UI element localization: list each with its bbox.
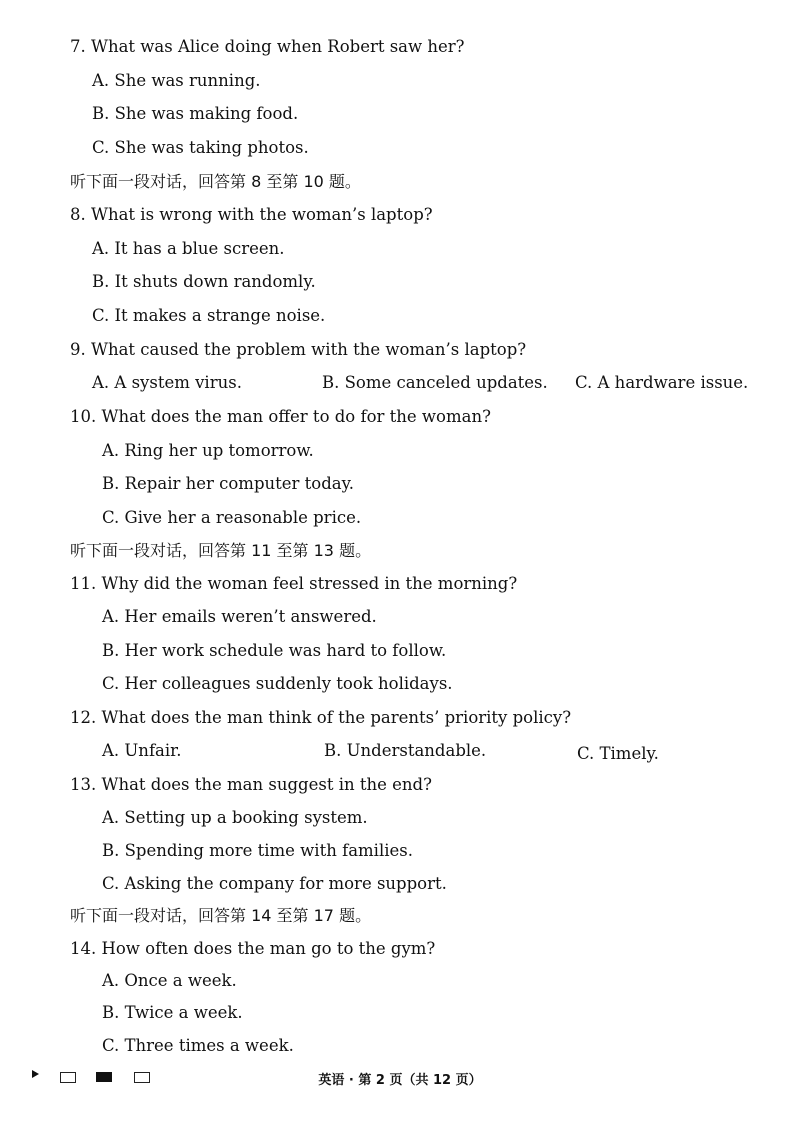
q10-stem: 10. What does the man offer to do for the woman? bbox=[70, 407, 491, 426]
q7-option-b: B. She was making food. bbox=[92, 104, 299, 123]
q8-option-c: C. It makes a strange noise. bbox=[92, 306, 326, 325]
q12-stem: 12. What does the man think of the parents’ priority policy? bbox=[70, 708, 572, 727]
section-heading-8-10: 听下面一段对话，回答第 8 至第 10 题。 bbox=[70, 172, 361, 191]
q14-option-c: C. Three times a week. bbox=[102, 1036, 294, 1055]
page-footer bbox=[0, 1066, 800, 1090]
q7-option-a: A. She was running. bbox=[92, 71, 261, 90]
q13-option-b: B. Spending more time with families. bbox=[102, 841, 413, 860]
q8-stem: 8. What is wrong with the woman’s laptop? bbox=[70, 205, 433, 224]
q9-option-a: A. A system virus. bbox=[92, 373, 242, 392]
q12-option-c: C. Timely. bbox=[577, 744, 659, 763]
q13-option-a: A. Setting up a booking system. bbox=[102, 808, 368, 827]
q10-option-b: B. Repair her computer today. bbox=[102, 474, 355, 493]
section-heading-11-13: 听下面一段对话，回答第 11 至第 13 题。 bbox=[70, 541, 372, 560]
q14-stem: 14. How often does the man go to the gym? bbox=[70, 939, 436, 958]
q14-option-b: B. Twice a week. bbox=[102, 1003, 243, 1022]
q10-option-c: C. Give her a reasonable price. bbox=[102, 508, 362, 527]
q13-stem: 13. What does the man suggest in the end? bbox=[70, 775, 432, 794]
q9-stem: 9. What caused the problem with the woman’s laptop? bbox=[70, 340, 527, 359]
q11-stem: 11. Why did the woman feel stressed in the morning? bbox=[70, 574, 518, 593]
q8-option-b: B. It shuts down randomly. bbox=[92, 272, 316, 291]
q8-option-a: A. It has a blue screen. bbox=[92, 239, 285, 258]
q14-option-a: A. Once a week. bbox=[102, 971, 237, 990]
section-heading-14-17: 听下面一段对话，回答第 14 至第 17 题。 bbox=[70, 906, 372, 925]
q11-option-b: B. Her work schedule was hard to follow. bbox=[102, 641, 447, 660]
page-number-label: 英语 · 第 2 页（共 12 页） bbox=[318, 1073, 482, 1088]
q12-option-a: A. Unfair. bbox=[102, 741, 182, 760]
q13-option-c: C. Asking the company for more support. bbox=[102, 874, 447, 893]
q9-option-c: C. A hardware issue. bbox=[575, 373, 749, 392]
q10-option-a: A. Ring her up tomorrow. bbox=[102, 441, 314, 460]
q11-option-a: A. Her emails weren’t answered. bbox=[102, 607, 377, 626]
q9-option-b: B. Some canceled updates. bbox=[322, 373, 548, 392]
q7-stem: 7. What was Alice doing when Robert saw her? bbox=[70, 37, 465, 56]
q7-option-c: C. She was taking photos. bbox=[92, 138, 309, 157]
q12-option-b: B. Understandable. bbox=[324, 741, 487, 760]
q11-option-c: C. Her colleagues suddenly took holidays. bbox=[102, 674, 453, 693]
